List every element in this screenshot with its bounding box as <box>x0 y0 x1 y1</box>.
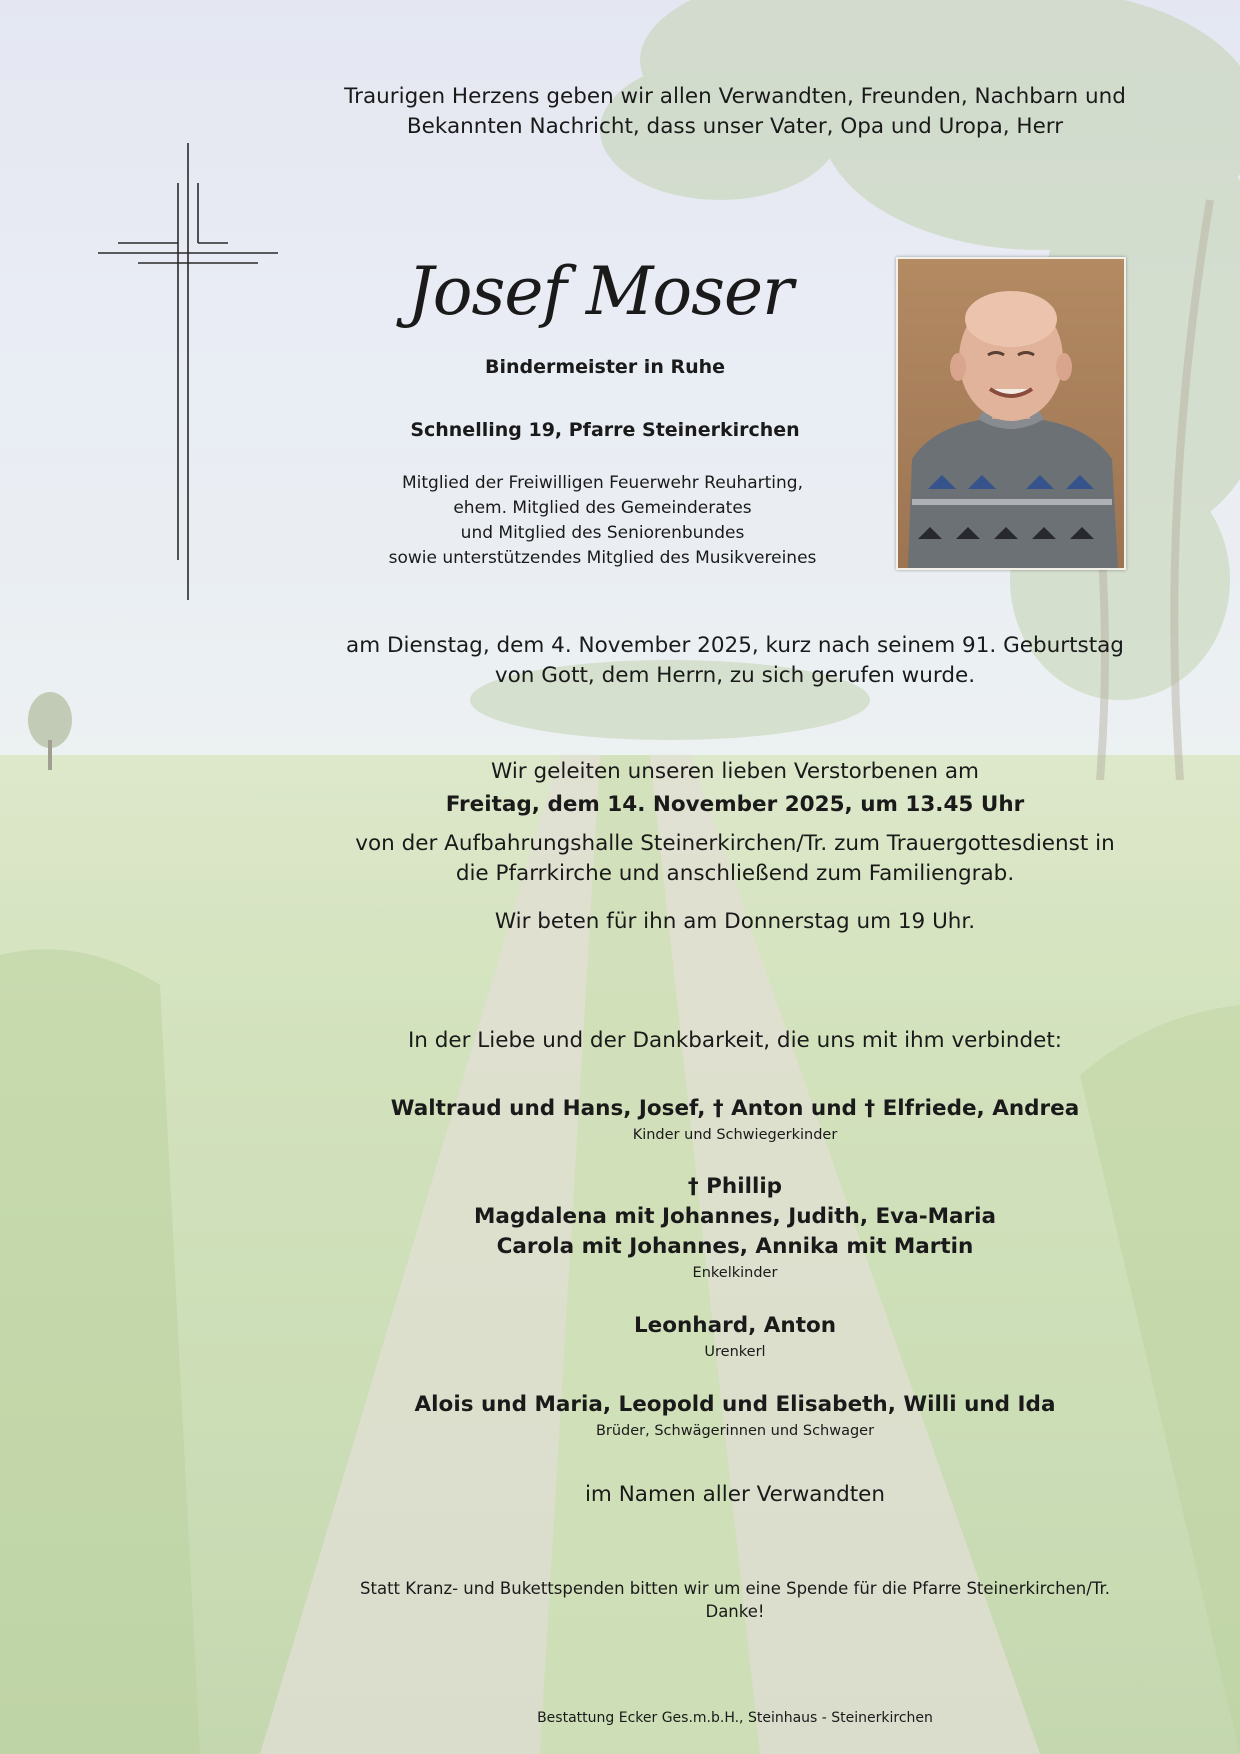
mourner-role: Brüder, Schwägerinnen und Schwager <box>595 1423 875 1439</box>
mourner-group <box>340 1311 1130 1363</box>
mourner-role: Enkelkinder <box>692 1265 778 1281</box>
funeral-home: Bestattung Ecker Ges.m.b.H., Steinhaus - Steinerkirchen <box>537 1710 933 1726</box>
mourner-names: Alois und Maria, Leopold und Elisabeth, Willi und Ida <box>414 1392 1056 1417</box>
prayer-info: Wir beten für ihn am Donnerstag um 19 Uhr. <box>494 909 976 934</box>
membership-line: und Mitglied des Seniorenbundes <box>460 523 745 543</box>
mourner-group <box>340 1094 1130 1146</box>
relatives-line: im Namen aller Verwandten <box>584 1482 886 1507</box>
membership-line: Mitglied der Freiwilligen Feuerwehr Reuharting, <box>401 473 804 493</box>
cross-icon <box>98 143 280 603</box>
death-notice: am Dienstag, dem 4. November 2025, kurz nach seinem 91. Geburtstag von Gott, dem Herrn, zu sich gerufen wurde. <box>346 633 1124 688</box>
mourner-names: † Phillip <box>687 1174 783 1199</box>
mourner-names: Leonhard, Anton <box>633 1313 837 1338</box>
funeral-route: von der Aufbahrungshalle Steinerkirchen/Tr. zum Trauergottesdienst in die Pfarrkirche und anschließend zum Familiengrab. <box>355 831 1115 886</box>
membership-line: sowie unterstützendes Mitglied des Musikvereines <box>388 548 817 568</box>
funeral-datetime: Freitag, dem 14. November 2025, um 13.45 Uhr <box>445 792 1025 817</box>
love-intro: In der Liebe und der Dankbarkeit, die uns mit ihm verbindet: <box>407 1028 1063 1053</box>
mourner-names: Magdalena mit Johannes, Judith, Eva-Maria <box>473 1204 997 1229</box>
mourner-names: Waltraud und Hans, Josef, † Anton und † Elfriede, Andrea <box>390 1096 1080 1121</box>
accompany-intro: Wir geleiten unseren lieben Verstorbenen am <box>491 759 979 784</box>
mourner-role: Urenkerl <box>704 1344 766 1360</box>
deceased-name: Josef Moser <box>407 253 793 330</box>
donation-note: Statt Kranz- und Bukettspenden bitten wir um eine Spende für die Pfarre Steinerkirchen/Tr. Danke! <box>360 1579 1110 1621</box>
mourner-names: Carola mit Johannes, Annika mit Martin <box>496 1234 974 1259</box>
memberships <box>340 471 865 571</box>
mourner-group <box>340 1172 1130 1284</box>
intro-text: Traurigen Herzens geben wir allen Verwandten, Freunden, Nachbarn und Bekannten Nachricht, dass unser Vater, Opa und Uropa, Herr <box>344 84 1126 139</box>
mourner-group <box>340 1390 1130 1442</box>
portrait-photo <box>896 257 1126 570</box>
address: Schnelling 19, Pfarre Steinerkirchen <box>410 419 800 441</box>
membership-line: ehem. Mitglied des Gemeinderates <box>453 498 752 518</box>
mourner-role: Kinder und Schwiegerkinder <box>632 1127 838 1143</box>
occupation: Bindermeister in Ruhe <box>484 356 726 378</box>
